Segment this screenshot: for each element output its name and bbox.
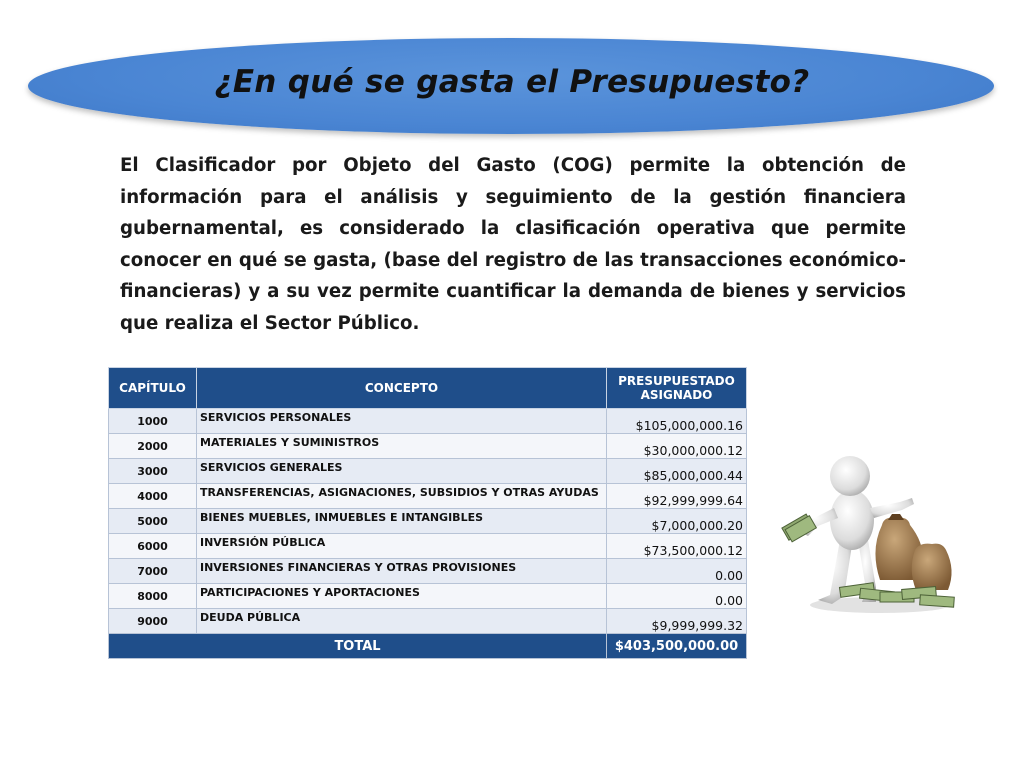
cell-concepto: DEUDA PÚBLICA [197, 609, 607, 634]
cell-monto: $105,000,000.16 [607, 409, 747, 434]
cell-monto: $85,000,000.44 [607, 459, 747, 484]
header-presupuestado [607, 368, 747, 409]
cell-concepto: INVERSIÓN PÚBLICA [197, 534, 607, 559]
table-row [109, 534, 747, 559]
table-row [109, 459, 747, 484]
header-presupuestado-line2: ASIGNADO [640, 388, 713, 402]
cell-capitulo: 9000 [109, 609, 197, 634]
cell-monto: $7,000,000.20 [607, 509, 747, 534]
cell-monto: 0.00 [607, 559, 747, 584]
table-row [109, 409, 747, 434]
cell-monto: $9,999,999.32 [607, 609, 747, 634]
cell-capitulo: 8000 [109, 584, 197, 609]
header-concepto: CONCEPTO [197, 368, 607, 409]
cell-capitulo: 2000 [109, 434, 197, 459]
total-label: TOTAL [109, 634, 607, 659]
table-row [109, 584, 747, 609]
total-value: $403,500,000.00 [607, 634, 747, 659]
budget-table [108, 367, 747, 659]
cell-concepto: BIENES MUEBLES, INMUEBLES E INTANGIBLES [197, 509, 607, 534]
cell-capitulo: 1000 [109, 409, 197, 434]
cell-monto: $92,999,999.64 [607, 484, 747, 509]
cell-concepto: INVERSIONES FINANCIERAS Y OTRAS PROVISIONES [197, 559, 607, 584]
cell-concepto: SERVICIOS PERSONALES [197, 409, 607, 434]
cell-monto: $30,000,000.12 [607, 434, 747, 459]
cell-capitulo: 5000 [109, 509, 197, 534]
cell-capitulo: 6000 [109, 534, 197, 559]
cell-concepto: SERVICIOS GENERALES [197, 459, 607, 484]
total-row [109, 634, 747, 659]
cell-capitulo: 7000 [109, 559, 197, 584]
header-capitulo: CAPÍTULO [109, 368, 197, 409]
page-title: ¿En qué se gasta el Presupuesto? [214, 64, 810, 100]
table-row [109, 609, 747, 634]
table-row [109, 484, 747, 509]
table-row [109, 509, 747, 534]
cell-capitulo: 3000 [109, 459, 197, 484]
table-row [109, 559, 747, 584]
cell-concepto: PARTICIPACIONES Y APORTACIONES [197, 584, 607, 609]
cell-monto: 0.00 [607, 584, 747, 609]
intro-paragraph: El Clasificador por Objeto del Gasto (COG) permite la obtención de información para el análisis y seguimiento de la gestión financiera gubernamental, es considerado la clasificación operativa que permite conocer en qué se gasta, (base del registro de las transacciones económico-financieras) y a su vez permite cuantificar la demanda de bienes y servicios que realiza el Sector Público. [120, 155, 906, 334]
cell-monto: $73,500,000.12 [607, 534, 747, 559]
cell-concepto: TRANSFERENCIAS, ASIGNACIONES, SUBSIDIOS Y OTRAS AYUDAS [197, 484, 607, 509]
cell-concepto: MATERIALES Y SUMINISTROS [197, 434, 607, 459]
table-header-row [109, 368, 747, 409]
money-figure-icon [770, 420, 970, 620]
table-row [109, 434, 747, 459]
header-presupuestado-line1: PRESUPUESTADO [618, 374, 735, 388]
cell-capitulo: 4000 [109, 484, 197, 509]
